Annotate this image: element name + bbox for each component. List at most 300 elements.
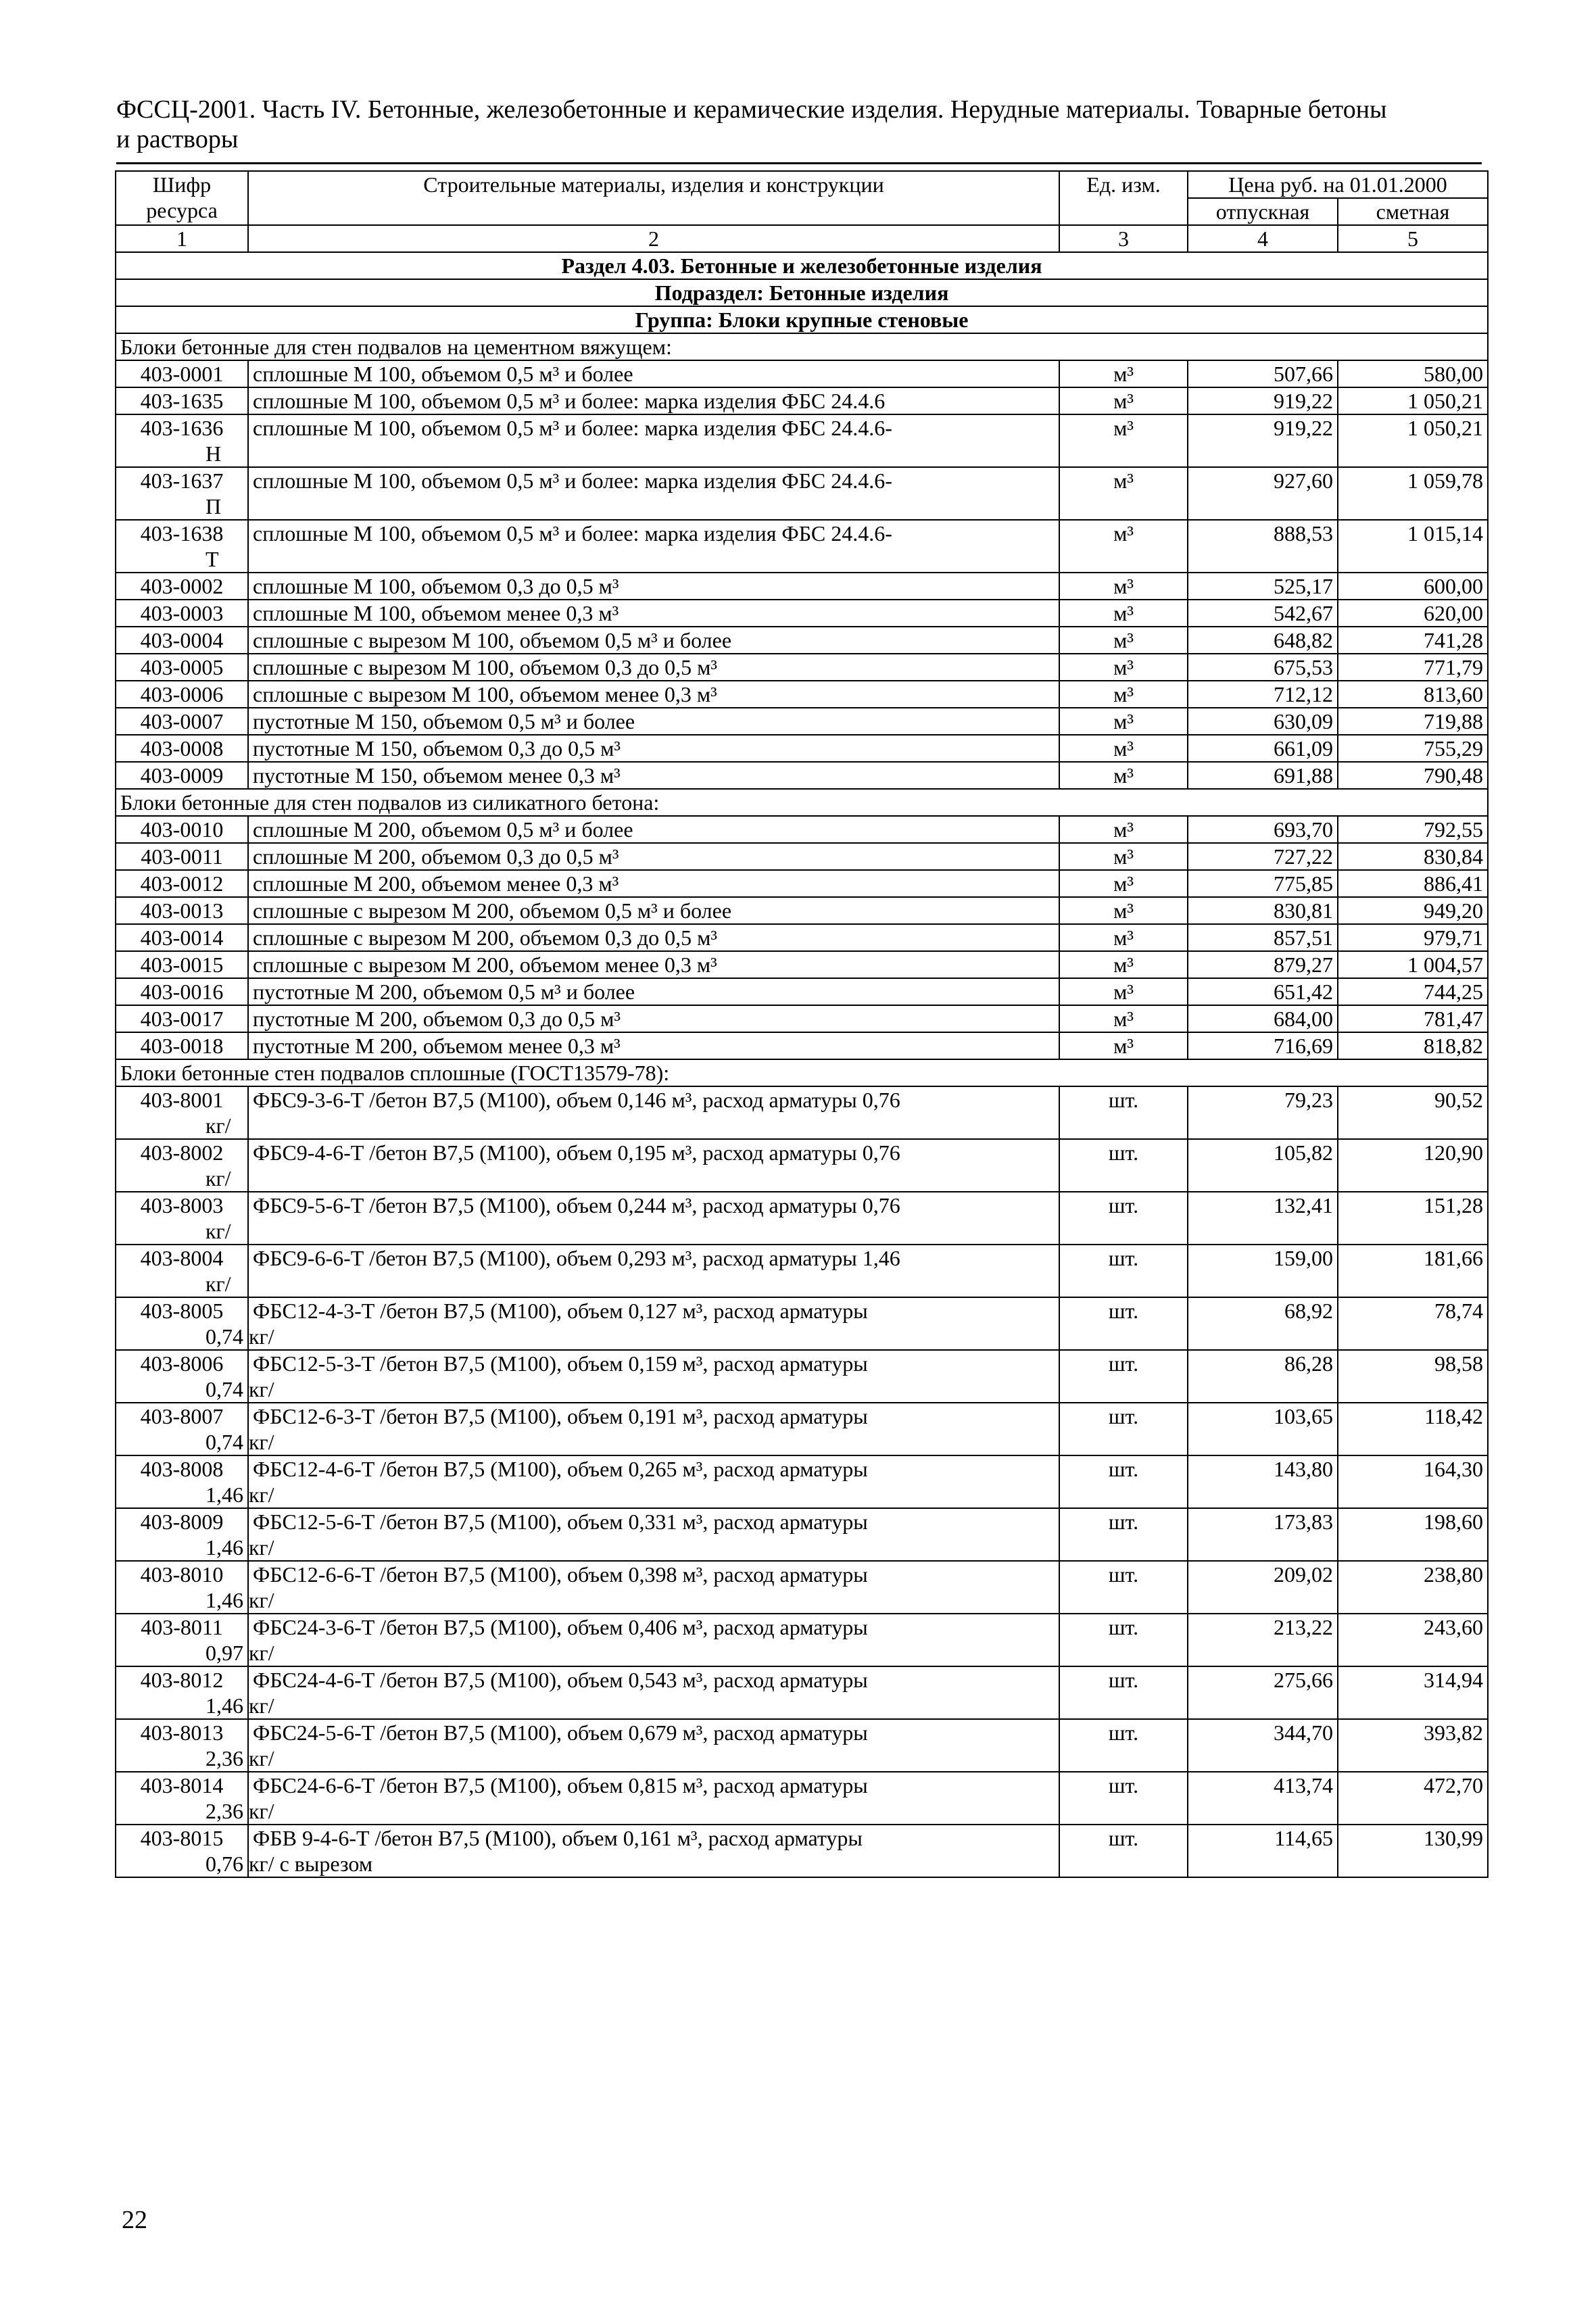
resource-code: 403-0010	[116, 816, 248, 843]
item-name: пустотные М 200, объемом 0,5 м³ и более	[253, 980, 635, 1004]
item-name-continuation: 2,36 кг/	[205, 1799, 274, 1823]
item-description	[248, 762, 1059, 789]
item-description	[205, 1614, 1059, 1666]
header-line-2: и растворы	[116, 125, 239, 153]
table-row	[116, 414, 1488, 467]
item-name-continuation: кг/	[205, 1113, 231, 1138]
unit-of-measure: шт.	[1059, 1245, 1188, 1297]
estimate-price: 243,60	[1338, 1614, 1488, 1666]
estimate-price: 1 015,14	[1338, 520, 1488, 573]
column-numbers-row	[116, 225, 1488, 252]
header-price-group: Цена руб. на 01.01.2000	[1188, 171, 1488, 198]
resource-code: 403-8012	[116, 1666, 248, 1719]
release-price: 105,82	[1188, 1139, 1338, 1192]
item-name: пустотные М 150, объемом менее 0,3 м³	[253, 763, 621, 788]
group-title-row	[116, 306, 1488, 333]
unit-of-measure: шт.	[1059, 1086, 1188, 1139]
resource-code: 403-0015	[116, 951, 248, 978]
estimate-price: 151,28	[1338, 1192, 1488, 1245]
release-price: 693,70	[1188, 816, 1338, 843]
release-price: 919,22	[1188, 387, 1338, 414]
estimate-price: 1 050,21	[1338, 414, 1488, 467]
release-price: 775,85	[1188, 870, 1338, 897]
item-name-continuation: 0,97 кг/	[205, 1641, 274, 1665]
header-line-1: ФССЦ-2001. Часть IV. Бетонные, железобетонные и керамические изделия. Нерудные материалы. Товарные бетоны	[116, 95, 1387, 124]
resource-code: 403-8013	[116, 1719, 248, 1772]
price-table	[115, 170, 1489, 1878]
unit-of-measure: шт.	[1059, 1297, 1188, 1350]
estimate-price: 1 050,21	[1338, 387, 1488, 414]
table-row	[116, 1455, 1488, 1508]
estimate-price: 393,82	[1338, 1719, 1488, 1772]
item-description	[205, 1719, 1059, 1772]
resource-code: 403-8008	[116, 1455, 248, 1508]
item-name: сплошные М 100, объемом 0,3 до 0,5 м³	[253, 574, 619, 598]
item-description	[205, 1508, 1059, 1561]
item-name: ФБС9-5-6-Т /бетон В7,5 (М100), объем 0,244 м³, расход арматуры 0,76	[253, 1193, 900, 1217]
estimate-price: 90,52	[1338, 1086, 1488, 1139]
resource-code: 403-0004	[116, 627, 248, 654]
release-price: 209,02	[1188, 1561, 1338, 1614]
unit-of-measure: м³	[1059, 600, 1188, 627]
section-title-row	[116, 252, 1488, 279]
resource-code: 403-0007	[116, 708, 248, 735]
table-row	[116, 1297, 1488, 1350]
release-price: 661,09	[1188, 735, 1338, 762]
table-row	[116, 1666, 1488, 1719]
column-number: 1	[116, 225, 248, 252]
release-price: 716,69	[1188, 1032, 1338, 1059]
item-name: пустотные М 150, объемом 0,5 м³ и более	[253, 709, 635, 733]
release-price: 114,65	[1188, 1825, 1338, 1877]
release-price: 413,74	[1188, 1772, 1338, 1825]
unit-of-measure: м³	[1059, 681, 1188, 708]
item-name: ФБС24-6-6-Т /бетон В7,5 (М100), объем 0,815 м³, расход арматуры	[253, 1773, 868, 1798]
item-name: ФБС12-5-6-Т /бетон В7,5 (М100), объем 0,331 м³, расход арматуры	[253, 1510, 868, 1534]
table-row	[116, 924, 1488, 951]
unit-of-measure: м³	[1059, 627, 1188, 654]
unit-of-measure: шт.	[1059, 1455, 1188, 1508]
item-description	[205, 1245, 1059, 1297]
unit-of-measure: м³	[1059, 360, 1188, 387]
table-row	[116, 735, 1488, 762]
table-row	[116, 387, 1488, 414]
resource-code: 403-1638	[116, 520, 248, 573]
item-description	[205, 1561, 1059, 1614]
item-name: ФБВ 9-4-6-Т /бетон В7,5 (М100), объем 0,161 м³, расход арматуры	[253, 1826, 863, 1850]
item-description	[248, 1005, 1059, 1032]
item-description	[248, 627, 1059, 654]
release-price: 275,66	[1188, 1666, 1338, 1719]
resource-code: 403-8011	[116, 1614, 248, 1666]
item-name: сплошные М 100, объемом 0,5 м³ и более: марка изделия ФБС 24.4.6-	[253, 416, 892, 440]
estimate-price: 781,47	[1338, 1005, 1488, 1032]
header-code: Шифр ресурса	[116, 171, 248, 225]
release-price: 727,22	[1188, 843, 1338, 870]
item-name: сплошные М 100, объемом 0,5 м³ и более: марка изделия ФБС 24.4.6	[253, 389, 886, 413]
table-row	[116, 762, 1488, 789]
item-name: сплошные М 200, объемом 0,3 до 0,5 м³	[253, 844, 619, 869]
column-number: 4	[1188, 225, 1338, 252]
release-price: 879,27	[1188, 951, 1338, 978]
unit-of-measure: шт.	[1059, 1139, 1188, 1192]
estimate-price: 792,55	[1338, 816, 1488, 843]
unit-of-measure: м³	[1059, 870, 1188, 897]
table-row	[116, 1403, 1488, 1455]
item-description	[248, 843, 1059, 870]
estimate-price: 818,82	[1338, 1032, 1488, 1059]
item-description	[205, 1086, 1059, 1139]
item-name-continuation: Т	[205, 547, 219, 571]
item-name-continuation: 1,46 кг/	[205, 1588, 274, 1612]
table-row	[116, 520, 1488, 573]
page-number: 22	[122, 2206, 147, 2234]
resource-code: 403-8010	[116, 1561, 248, 1614]
subsection-title-row	[116, 279, 1488, 306]
item-name: ФБС12-6-3-Т /бетон В7,5 (М100), объем 0,191 м³, расход арматуры	[253, 1404, 868, 1428]
item-name: пустотные М 150, объемом 0,3 до 0,5 м³	[253, 736, 621, 761]
resource-code: 403-0017	[116, 1005, 248, 1032]
item-description	[248, 654, 1059, 681]
unit-of-measure: м³	[1059, 762, 1188, 789]
header-price-release: отпускная	[1188, 198, 1338, 225]
resource-code: 403-0005	[116, 654, 248, 681]
release-price: 132,41	[1188, 1192, 1338, 1245]
table-row	[116, 1086, 1488, 1139]
item-name: сплошные с вырезом М 100, объемом менее 0,3 м³	[253, 682, 717, 706]
item-description	[205, 1772, 1059, 1825]
item-name: ФБС12-6-6-Т /бетон В7,5 (М100), объем 0,398 м³, расход арматуры	[253, 1562, 868, 1587]
release-price: 648,82	[1188, 627, 1338, 654]
resource-code: 403-8005	[116, 1297, 248, 1350]
item-name: сплошные с вырезом М 100, объемом 0,3 до 0,5 м³	[253, 655, 717, 679]
unit-of-measure: шт.	[1059, 1192, 1188, 1245]
resource-code: 403-0016	[116, 978, 248, 1005]
unit-of-measure: шт.	[1059, 1403, 1188, 1455]
estimate-price: 580,00	[1338, 360, 1488, 387]
resource-code: 403-0012	[116, 870, 248, 897]
estimate-price: 741,28	[1338, 627, 1488, 654]
resource-code: 403-8003	[116, 1192, 248, 1245]
unit-of-measure: м³	[1059, 520, 1188, 573]
resource-code: 403-0011	[116, 843, 248, 870]
item-name-continuation: кг/	[205, 1166, 231, 1190]
estimate-price: 118,42	[1338, 1403, 1488, 1455]
resource-code: 403-1635	[116, 387, 248, 414]
item-description	[205, 467, 1059, 520]
table-row	[116, 467, 1488, 520]
estimate-price: 830,84	[1338, 843, 1488, 870]
unit-of-measure: м³	[1059, 951, 1188, 978]
release-price: 651,42	[1188, 978, 1338, 1005]
item-name: сплошные М 200, объемом 0,5 м³ и более	[253, 817, 633, 842]
estimate-price: 130,99	[1338, 1825, 1488, 1877]
item-name-continuation: 0,76 кг/ с вырезом	[205, 1852, 373, 1876]
table-row	[116, 681, 1488, 708]
release-price: 173,83	[1188, 1508, 1338, 1561]
unit-of-measure: м³	[1059, 843, 1188, 870]
item-description	[205, 414, 1059, 467]
estimate-price: 98,58	[1338, 1350, 1488, 1403]
item-description	[248, 573, 1059, 600]
item-name: ФБС24-3-6-Т /бетон В7,5 (М100), объем 0,406 м³, расход арматуры	[253, 1615, 868, 1639]
item-name-continuation: 1,46 кг/	[205, 1482, 274, 1507]
resource-code: 403-8006	[116, 1350, 248, 1403]
item-name: сплошные М 100, объемом 0,5 м³ и более: марка изделия ФБС 24.4.6-	[253, 521, 892, 546]
item-name-continuation: П	[205, 494, 222, 518]
unit-of-measure: м³	[1059, 735, 1188, 762]
item-description	[248, 735, 1059, 762]
table-row	[116, 1192, 1488, 1245]
estimate-price: 771,79	[1338, 654, 1488, 681]
item-name-continuation: 0,74 кг/	[205, 1430, 274, 1454]
resource-code: 403-8001	[116, 1086, 248, 1139]
unit-of-measure: шт.	[1059, 1666, 1188, 1719]
resource-code: 403-0014	[116, 924, 248, 951]
release-price: 684,00	[1188, 1005, 1338, 1032]
item-description	[248, 600, 1059, 627]
resource-code: 403-8009	[116, 1508, 248, 1561]
release-price: 68,92	[1188, 1297, 1338, 1350]
table-row	[116, 654, 1488, 681]
estimate-price: 181,66	[1338, 1245, 1488, 1297]
unit-of-measure: м³	[1059, 414, 1188, 467]
item-description	[205, 1297, 1059, 1350]
item-name: ФБС9-4-6-Т /бетон В7,5 (М100), объем 0,195 м³, расход арматуры 0,76	[253, 1140, 900, 1165]
table-header-row-1	[116, 171, 1488, 198]
block-caption: Блоки бетонные для стен подвалов из силикатного бетона:	[116, 789, 1488, 816]
table-row	[116, 1825, 1488, 1877]
unit-of-measure: шт.	[1059, 1614, 1188, 1666]
unit-of-measure: м³	[1059, 467, 1188, 520]
resource-code: 403-8015	[116, 1825, 248, 1877]
release-price: 103,65	[1188, 1403, 1338, 1455]
resource-code: 403-1637	[116, 467, 248, 520]
release-price: 542,67	[1188, 600, 1338, 627]
item-description	[248, 708, 1059, 735]
item-name-continuation: 0,74 кг/	[205, 1324, 274, 1349]
item-name: пустотные М 200, объемом менее 0,3 м³	[253, 1034, 621, 1058]
estimate-price: 790,48	[1338, 762, 1488, 789]
estimate-price: 949,20	[1338, 897, 1488, 924]
release-price: 927,60	[1188, 467, 1338, 520]
unit-of-measure: шт.	[1059, 1350, 1188, 1403]
unit-of-measure: м³	[1059, 816, 1188, 843]
release-price: 830,81	[1188, 897, 1338, 924]
unit-of-measure: м³	[1059, 924, 1188, 951]
resource-code: 403-8004	[116, 1245, 248, 1297]
estimate-price: 238,80	[1338, 1561, 1488, 1614]
release-price: 691,88	[1188, 762, 1338, 789]
release-price: 712,12	[1188, 681, 1338, 708]
block-caption-row	[116, 333, 1488, 360]
release-price: 213,22	[1188, 1614, 1338, 1666]
column-number: 5	[1338, 225, 1488, 252]
estimate-price: 164,30	[1338, 1455, 1488, 1508]
unit-of-measure: м³	[1059, 708, 1188, 735]
release-price: 159,00	[1188, 1245, 1338, 1297]
item-description	[248, 816, 1059, 843]
resource-code: 403-8002	[116, 1139, 248, 1192]
table-row	[116, 360, 1488, 387]
item-description	[205, 1139, 1059, 1192]
estimate-price: 719,88	[1338, 708, 1488, 735]
table-row	[116, 897, 1488, 924]
release-price: 86,28	[1188, 1350, 1338, 1403]
item-description	[205, 520, 1059, 573]
column-number: 3	[1059, 225, 1188, 252]
item-name-continuation: кг/	[205, 1272, 231, 1296]
release-price: 919,22	[1188, 414, 1338, 467]
header-divider	[116, 162, 1482, 164]
estimate-price: 1 004,57	[1338, 951, 1488, 978]
table-row	[116, 600, 1488, 627]
release-price: 79,23	[1188, 1086, 1338, 1139]
estimate-price: 600,00	[1338, 573, 1488, 600]
table-row	[116, 1772, 1488, 1825]
resource-code: 403-0008	[116, 735, 248, 762]
table-row	[116, 1614, 1488, 1666]
table-row	[116, 816, 1488, 843]
group-title: Группа: Блоки крупные стеновые	[116, 306, 1488, 333]
item-description	[248, 924, 1059, 951]
estimate-price: 198,60	[1338, 1508, 1488, 1561]
header-price-estimate: сметная	[1338, 198, 1488, 225]
estimate-price: 314,94	[1338, 1666, 1488, 1719]
resource-code: 403-0002	[116, 573, 248, 600]
item-description	[248, 870, 1059, 897]
unit-of-measure: м³	[1059, 654, 1188, 681]
item-name: ФБС9-3-6-Т /бетон В7,5 (М100), объем 0,146 м³, расход арматуры 0,76	[253, 1088, 900, 1112]
unit-of-measure: м³	[1059, 897, 1188, 924]
table-row	[116, 1508, 1488, 1561]
subsection-title: Подраздел: Бетонные изделия	[116, 279, 1488, 306]
table-row	[116, 573, 1488, 600]
unit-of-measure: м³	[1059, 1005, 1188, 1032]
item-description	[248, 360, 1059, 387]
item-description	[205, 1666, 1059, 1719]
unit-of-measure: шт.	[1059, 1719, 1188, 1772]
item-name: сплошные М 200, объемом менее 0,3 м³	[253, 871, 619, 896]
release-price: 630,09	[1188, 708, 1338, 735]
table-row	[116, 627, 1488, 654]
resource-code: 403-0006	[116, 681, 248, 708]
unit-of-measure: м³	[1059, 978, 1188, 1005]
item-description	[248, 387, 1059, 414]
item-description	[205, 1403, 1059, 1455]
block-caption-row	[116, 1059, 1488, 1086]
unit-of-measure: шт.	[1059, 1508, 1188, 1561]
item-description	[205, 1455, 1059, 1508]
release-price: 344,70	[1188, 1719, 1338, 1772]
unit-of-measure: шт.	[1059, 1825, 1188, 1877]
estimate-price: 1 059,78	[1338, 467, 1488, 520]
item-name: ФБС12-5-3-Т /бетон В7,5 (М100), объем 0,159 м³, расход арматуры	[253, 1351, 868, 1376]
item-name-continuation: 1,46 кг/	[205, 1693, 274, 1718]
section-title: Раздел 4.03. Бетонные и железобетонные изделия	[116, 252, 1488, 279]
estimate-price: 886,41	[1338, 870, 1488, 897]
unit-of-measure: м³	[1059, 573, 1188, 600]
resource-code: 403-0009	[116, 762, 248, 789]
table-row	[116, 708, 1488, 735]
item-name: ФБС24-5-6-Т /бетон В7,5 (М100), объем 0,679 м³, расход арматуры	[253, 1720, 868, 1745]
header-unit: Ед. изм.	[1059, 171, 1188, 225]
column-number: 2	[248, 225, 1059, 252]
release-price: 507,66	[1188, 360, 1338, 387]
item-name: сплошные с вырезом М 200, объемом 0,5 м³ и более	[253, 898, 732, 923]
estimate-price: 78,74	[1338, 1297, 1488, 1350]
estimate-price: 472,70	[1338, 1772, 1488, 1825]
release-price: 143,80	[1188, 1455, 1338, 1508]
estimate-price: 620,00	[1338, 600, 1488, 627]
resource-code: 403-8007	[116, 1403, 248, 1455]
item-name-continuation: Н	[205, 441, 222, 466]
item-description	[205, 1350, 1059, 1403]
resource-code: 403-0013	[116, 897, 248, 924]
resource-code: 403-0003	[116, 600, 248, 627]
resource-code: 403-1636	[116, 414, 248, 467]
estimate-price: 813,60	[1338, 681, 1488, 708]
item-description	[248, 951, 1059, 978]
table-row	[116, 978, 1488, 1005]
item-name: сплошные с вырезом М 100, объемом 0,5 м³ и более	[253, 628, 732, 652]
resource-code: 403-0001	[116, 360, 248, 387]
item-name-continuation: 2,36 кг/	[205, 1746, 274, 1770]
table-row	[116, 870, 1488, 897]
item-name: ФБС12-4-6-Т /бетон В7,5 (М100), объем 0,265 м³, расход арматуры	[253, 1457, 868, 1481]
item-name-continuation: 1,46 кг/	[205, 1535, 274, 1560]
resource-code: 403-8014	[116, 1772, 248, 1825]
item-name: сплошные М 100, объемом 0,5 м³ и более	[253, 362, 633, 386]
estimate-price: 755,29	[1338, 735, 1488, 762]
item-description	[248, 681, 1059, 708]
item-description	[205, 1192, 1059, 1245]
release-price: 525,17	[1188, 573, 1338, 600]
block-caption: Блоки бетонные для стен подвалов на цементном вяжущем:	[116, 333, 1488, 360]
release-price: 675,53	[1188, 654, 1338, 681]
item-name: ФБС12-4-3-Т /бетон В7,5 (М100), объем 0,127 м³, расход арматуры	[253, 1299, 868, 1323]
item-description	[248, 1032, 1059, 1059]
item-name: сплошные с вырезом М 200, объемом 0,3 до 0,5 м³	[253, 925, 717, 950]
table-row	[116, 1032, 1488, 1059]
block-caption-row	[116, 789, 1488, 816]
item-name-continuation: кг/	[205, 1219, 231, 1243]
item-name: ФБС9-6-6-Т /бетон В7,5 (М100), объем 0,293 м³, расход арматуры 1,46	[253, 1246, 900, 1270]
table-row	[116, 1350, 1488, 1403]
item-name: пустотные М 200, объемом 0,3 до 0,5 м³	[253, 1007, 621, 1031]
item-name: ФБС24-4-6-Т /бетон В7,5 (М100), объем 0,543 м³, расход арматуры	[253, 1668, 868, 1692]
unit-of-measure: м³	[1059, 1032, 1188, 1059]
estimate-price: 744,25	[1338, 978, 1488, 1005]
item-name-continuation: 0,74 кг/	[205, 1377, 274, 1401]
unit-of-measure: шт.	[1059, 1772, 1188, 1825]
item-name: сплошные М 100, объемом 0,5 м³ и более: марка изделия ФБС 24.4.6-	[253, 468, 892, 493]
table-row	[116, 1719, 1488, 1772]
release-price: 857,51	[1188, 924, 1338, 951]
estimate-price: 120,90	[1338, 1139, 1488, 1192]
estimate-price: 979,71	[1338, 924, 1488, 951]
resource-code: 403-0018	[116, 1032, 248, 1059]
table-row	[116, 843, 1488, 870]
item-description	[248, 897, 1059, 924]
header-name: Строительные материалы, изделия и конструкции	[248, 171, 1059, 225]
table-row	[116, 1005, 1488, 1032]
page-header	[116, 95, 1495, 154]
unit-of-measure: шт.	[1059, 1561, 1188, 1614]
table-row	[116, 1139, 1488, 1192]
table-row	[116, 1245, 1488, 1297]
item-name: сплошные М 100, объемом менее 0,3 м³	[253, 601, 619, 625]
